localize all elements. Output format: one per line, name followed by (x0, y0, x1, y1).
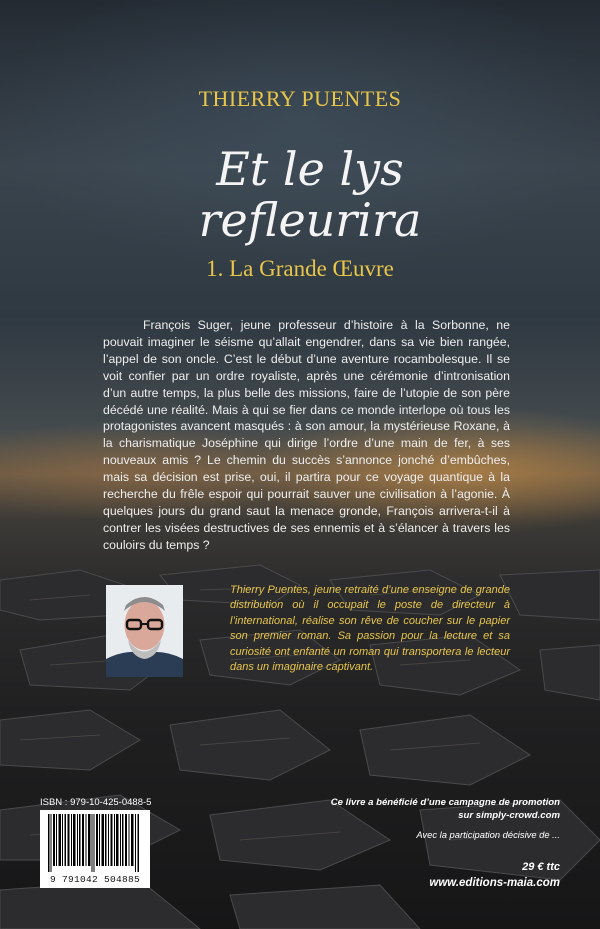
book-title-line-2: refleurira (198, 193, 422, 247)
book-summary: François Suger, jeune professeur d’histoire à la Sorbonne, ne pouvait imaginer le séisme qu’allait engendrer, dans sa vie bien rangée, l’appel de son oncle. C’est le début d’une aventure rocambolesque. Il se voit confier par un ordre royaliste, après une cérémonie d’intronisation d’un autre temps, la plus belle des missions, faire de l’utopie de son père décédé une réalité. Mais à qui se fier dans ce monde interlope où tous les protagonistes avancent masqués : à son amour, la mystérieuse Roxane, à la charismatique Joséphine qui dirige l’ordre d’une main de fer, à ses nouveaux amis ? Le chemin du succès s’annonce jonché d’embûches, mais sa décision est prise, oui, il partira pour ce voyage quantique à la recherche du frêle espoir qui pourrait sauver une civilisation à l’agonie. À quelques jours du grand saut la menace gronde, François arrivera-t-il à contrer les visées destructives de ses ennemis et à s’élancer à travers les couloirs du temps ? (103, 318, 510, 552)
participation-notice: Avec la participation décisive de ... (416, 829, 560, 840)
author-biography: Thierry Puentes, jeune retraité d’une enseigne de grande distribution où il occupait le poste de directeur à l’international, réalise son rêve de coucher sur le papier son premier roman. Sa passion pour la lecture et sa curiosité ont enfanté un roman qui transportera le lecteur dans un imaginaire captivant. (230, 584, 510, 674)
barcode-bars (40, 810, 150, 872)
author-photo (106, 585, 183, 677)
barcode (40, 810, 150, 888)
book-title-line-1: Et le lys (216, 142, 404, 196)
publisher-website[interactable]: www.editions-maia.com (429, 877, 560, 889)
isbn: ISBN : 979-10-425-0488-5 (40, 797, 152, 808)
promotion-notice: Ce livre a bénéficié d’une campagne de promotion sur simply-crowd.com (330, 797, 560, 821)
barcode-number: 9 791042 504885 (49, 874, 140, 885)
price: 29 € ttc (522, 861, 560, 873)
book-subtitle: 1. La Grande Œuvre (206, 256, 394, 281)
author-name: THIERRY PUENTES (198, 86, 402, 111)
